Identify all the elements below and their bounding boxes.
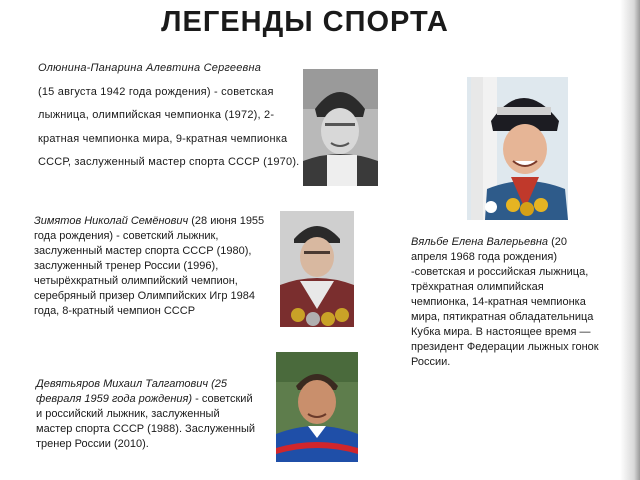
page-title: ЛЕГЕНДЫ СПОРТА [161,6,449,38]
athlete-description: (20 апреля 1968 года рождения) -советская и российская лыжница, трёхкратная олимпийская чемпионка, 14-кратная чемпионка мира, пятикратная обладательница Кубка мира. В настоящее время — президент Федерации лыжных гонок России. [411,236,599,368]
athlete-description: (15 августа 1942 года рождения) - советская лыжница, олимпийская чемпионка (1972), 2-кратная чемпионка мира, 9-кратная чемпионка СССР, заслуженный мастер спорта СССР (1970). [38,85,300,168]
athlete-bio-vyalbe [411,235,603,370]
athlete-photo-vyalbe [467,77,568,220]
athlete-bio-devyatyarov [36,377,258,452]
athlete-name: Вяльбе Елена Валерьевна [411,236,549,248]
athlete-bio-olyunina [38,57,308,175]
athlete-name: Зимятов Николай Семёнович [34,215,189,227]
athlete-photo-devyatyarov [276,352,358,462]
athlete-photo-olyunina [303,69,378,186]
athlete-description: (28 июня 1955 года рождения) - советский лыжник, заслуженный мастер спорта СССР (1980), заслуженный тренер России (1996), четырёхкратный олимпийский чемпион, серебряный призер Олимпийских Игр 1984 года, 8-кратный чемпион СССР [34,215,265,317]
slide-edge-shadow [620,0,640,480]
athlete-photo-zimyatov [280,211,354,327]
athlete-bio-zimyatov [34,214,282,319]
athlete-name: Девятьяров Михаил Талгатович (25 февраля 1959 года рождения) [36,378,228,405]
athlete-name: Олюнина-Панарина Алевтина Сергеевна [38,62,262,74]
athlete-description: - советский и российский лыжник, заслуженный мастер спорта СССР (1988). Заслуженный тренер России (2010). [36,393,256,450]
